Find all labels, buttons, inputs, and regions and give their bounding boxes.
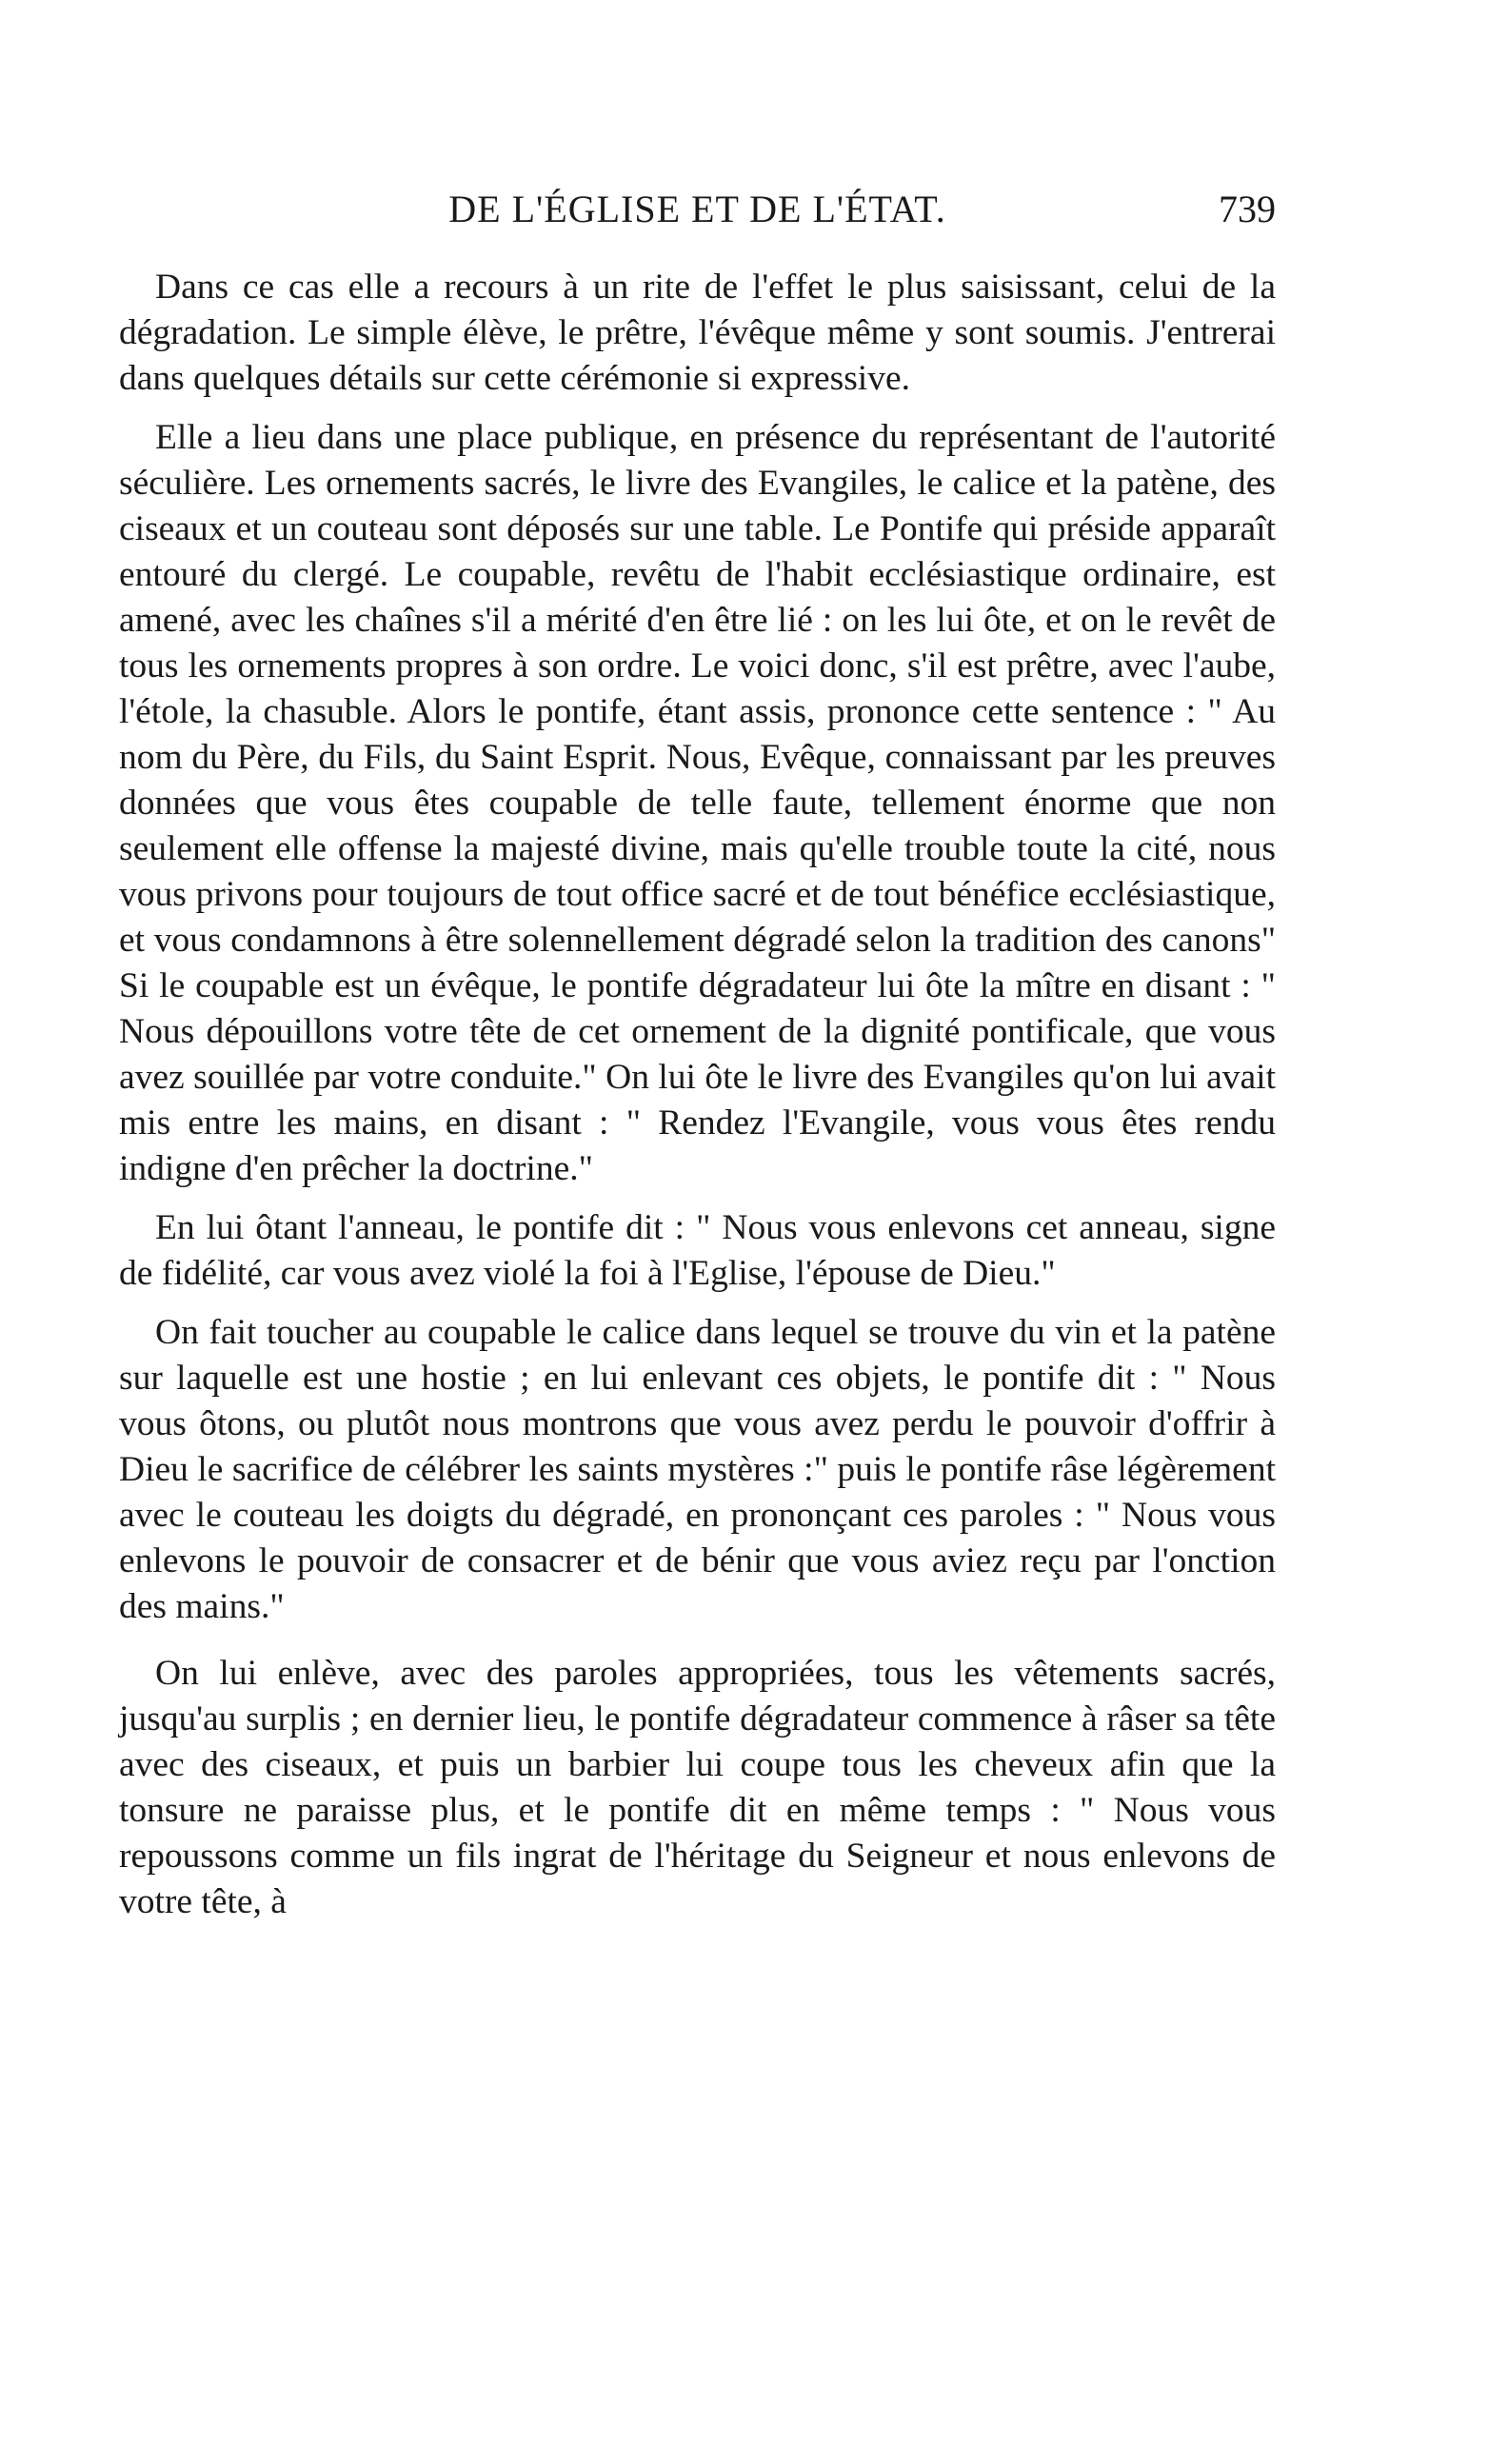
paragraph-3: En lui ôtant l'anneau, le pontife dit : " Nous vous enlevons cet anneau, signe de fidélité, car vous avez violé la foi à l'Eglise, l'épouse de Dieu." [119,1208,1276,1293]
paragraph-5: On lui enlève, avec des paroles appropriées, tous les vêtements sacrés, jusqu'au surplis ; en dernier lieu, le pontife dégradateur commence à râser sa tête avec des ciseaux, et puis un barbier lui coupe tous les cheveux afin que la tonsure ne paraisse plus, et le pontife dit en même temps : " Nous vous repoussons comme un fils ingrat de l'héritage du Seigneur et nous enlevons de votre tête, à [119,1654,1276,1921]
running-title: DE L'ÉGLISE ET DE L'ÉTAT. [448,188,946,230]
running-head [119,181,1276,238]
body-text [119,265,1276,1938]
page-number: 739 [1219,188,1276,230]
paragraph-2: Elle a lieu dans une place publique, en présence du représentant de l'autorité séculière. Les ornements sacrés, le livre des Evangiles, le calice et la patène, des ciseaux et un couteau sont déposés sur une table. Le Pontife qui préside apparaît entouré du clergé. Le coupable, revêtu de l'habit ecclésiastique ordinaire, est amené, avec les chaînes s'il a mérité d'en être lié : on les lui ôte, et on le revêt de tous les ornements propres à son ordre. Le voici donc, s'il est prêtre, avec l'aube, l'étole, la chasuble. Alors le pontife, étant assis, prononce cette sentence : " Au nom du Père, du Fils, du Saint Esprit. Nous, Evêque, connaissant par les preuves données que vous êtes coupable de telle faute, tellement énorme que non seulement elle offense la majesté divine, mais qu'elle trouble toute la cité, nous vous privons pour toujours de tout office sacré et de tout bénéfice ecclésiastique, et vous condamnons à être solennellement dégradé selon la tradition des canons" Si le coupable est un évêque, le pontife dégradateur lui ôte la mître en disant : " Nous dépouillons votre tête de cet ornement de la dignité pontificale, que vous avez souillée par votre conduite." On lui ôte le livre des Evangiles qu'on lui avait mis entre les mains, en disant : " Rendez l'Evangile, vous vous êtes rendu indigne d'en prêcher la doctrine." [119,418,1276,1188]
paragraph-1: Dans ce cas elle a recours à un rite de l'effet le plus saisissant, celui de la dégradation. Le simple élève, le prêtre, l'évêque même y sont soumis. J'entrerai dans quelques détails sur cette cérémonie si expressive. [119,268,1276,398]
paragraph-4: On fait toucher au coupable le calice dans lequel se trouve du vin et la patène sur laquelle est une hostie ; en lui enlevant ces objets, le pontife dit : " Nous vous ôtons, ou plutôt nous montrons que vous avez perdu le pouvoir d'offrir à Dieu le sacrifice de célébrer les saints mystères :" puis le pontife râse légèrement avec le couteau les doigts du dégradé, en prononçant ces paroles : " Nous vous enlevons le pouvoir de consacrer et de bénir que vous aviez reçu par l'onction des mains." [119,1313,1276,1626]
